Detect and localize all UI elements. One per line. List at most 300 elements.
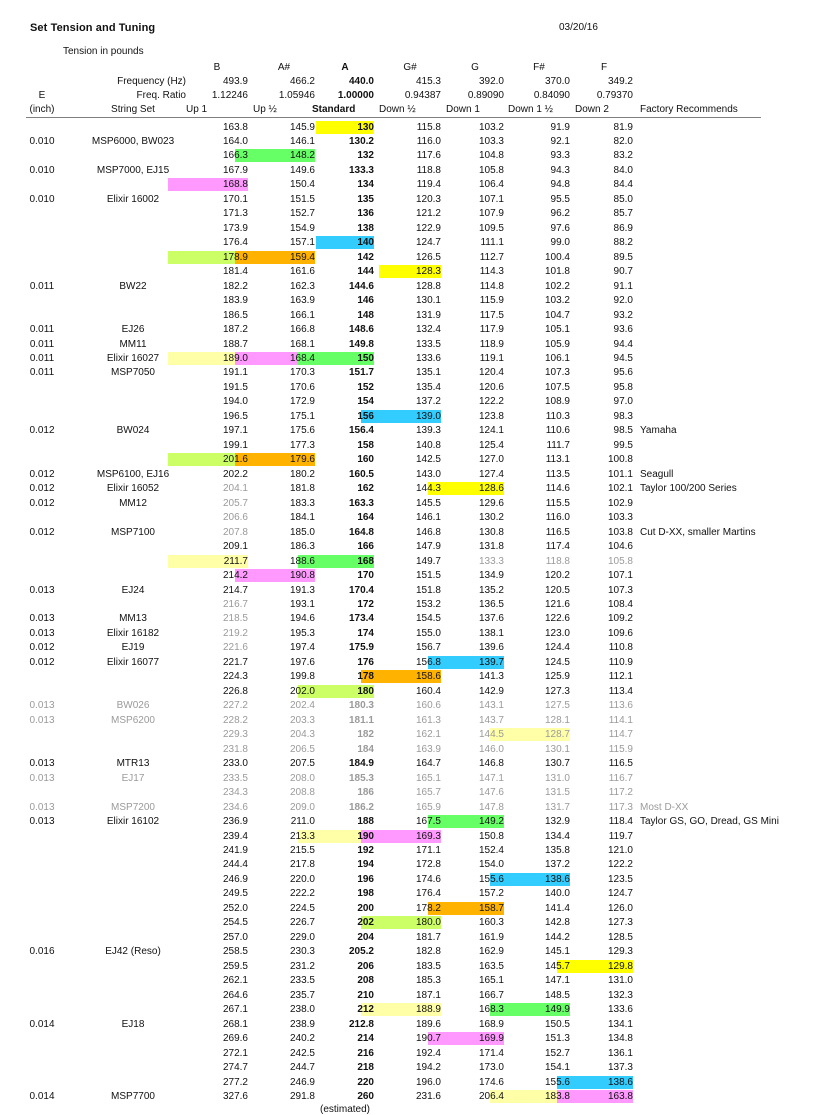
table-row[interactable] xyxy=(0,743,791,757)
cell-up1: 216.7 xyxy=(222,599,248,610)
table-row[interactable] xyxy=(0,497,791,511)
cell-std: 194 xyxy=(357,859,374,871)
cell-dnh: 143.0 xyxy=(415,468,441,480)
table-row[interactable] xyxy=(0,338,791,352)
cell-uph: 191.3 xyxy=(289,584,315,596)
cell-dnh: 151.5 xyxy=(415,570,441,582)
table-row[interactable] xyxy=(0,207,791,221)
table-row[interactable] xyxy=(0,844,791,858)
cell-uph: 238.0 xyxy=(289,1004,315,1016)
table-row[interactable] xyxy=(0,902,791,916)
cell-dn2: 103.8 xyxy=(607,526,633,538)
cell-std: 175.9 xyxy=(348,642,374,654)
cell-dn2: 131.0 xyxy=(607,975,633,987)
cell-std: 198 xyxy=(357,888,374,900)
cell-dn15: 140.0 xyxy=(544,888,570,900)
cell-dn15: 127.5 xyxy=(544,700,570,712)
table-row[interactable] xyxy=(0,945,791,959)
table-row[interactable] xyxy=(0,830,791,844)
cell-dn2: 137.3 xyxy=(607,1062,633,1074)
cell-e: 0.013 xyxy=(29,627,55,639)
cell-dnh: 126.5 xyxy=(415,251,441,263)
cell-dn2: 116.5 xyxy=(608,758,633,770)
table-row[interactable] xyxy=(0,468,791,482)
cell-dn1: 114.8 xyxy=(479,280,504,292)
cell-set: Elixir 16027 xyxy=(106,353,160,365)
table-row[interactable] xyxy=(0,974,791,988)
cell-dn2: 124.7 xyxy=(607,888,633,900)
cell-dnh: 140.8 xyxy=(415,439,441,451)
cell-dnh: 146.1 xyxy=(415,512,441,524)
cell-uph: 148.2 xyxy=(289,150,315,162)
table-row[interactable] xyxy=(0,280,791,294)
table-row[interactable] xyxy=(0,540,791,554)
cell-set: EJ42 (Reso) xyxy=(105,946,161,958)
cell-dn2: 109.6 xyxy=(607,627,633,639)
column-header-string-set: String Set xyxy=(111,104,155,115)
cell-dn15: 145.7 xyxy=(544,960,570,972)
cell-dn1: 119.1 xyxy=(479,353,504,365)
table-row[interactable] xyxy=(0,381,791,395)
table-row[interactable] xyxy=(0,627,791,641)
column-header-up1: Up 1 xyxy=(186,104,208,115)
cell-uph: 195.3 xyxy=(289,627,315,639)
table-row[interactable] xyxy=(0,309,791,323)
cell-dn15: 137.2 xyxy=(544,859,570,871)
cell-uph: 204.3 xyxy=(289,729,315,741)
document-date: 03/20/16 xyxy=(559,22,598,33)
cell-up1: 269.6 xyxy=(222,1033,248,1045)
table-row[interactable] xyxy=(0,135,791,149)
cell-up1: 221.6 xyxy=(222,642,248,654)
cell-dn1: 111.1 xyxy=(480,237,504,249)
cell-e: 0.012 xyxy=(29,656,55,668)
table-row[interactable] xyxy=(0,931,791,945)
cell-dn1: 141.3 xyxy=(478,671,504,683)
table-row[interactable] xyxy=(0,641,791,655)
table-row[interactable] xyxy=(0,265,791,279)
cell-set: MSP7100 xyxy=(111,526,155,538)
cell-set: BW024 xyxy=(116,425,150,437)
cell-dnh: 135.4 xyxy=(415,381,441,393)
cell-up1: 214.7 xyxy=(222,584,248,596)
cell-dnh: 154.5 xyxy=(415,613,441,625)
cell-dn2: 133.6 xyxy=(607,1004,633,1016)
table-row[interactable] xyxy=(0,1047,791,1061)
table-row[interactable] xyxy=(0,772,791,786)
cell-dnh: 171.1 xyxy=(415,845,441,856)
cell-dn2: 94.5 xyxy=(613,353,633,365)
cell-dnh: 190.7 xyxy=(415,1033,441,1045)
cell-uph: 188.6 xyxy=(289,555,315,567)
cell-std: 218 xyxy=(357,1062,374,1074)
cell-dn15: 110.6 xyxy=(545,425,570,437)
cell-dn15: 138.6 xyxy=(544,873,570,885)
cell-dnh: 165.7 xyxy=(415,787,441,799)
table-row[interactable] xyxy=(0,1032,791,1046)
table-row[interactable] xyxy=(0,1090,791,1104)
cell-uph: 208.0 xyxy=(289,772,315,784)
cell-uph: 203.3 xyxy=(289,714,315,726)
cell-std: 144 xyxy=(357,266,374,278)
table-row[interactable] xyxy=(0,352,791,366)
cell-dn1: 158.7 xyxy=(478,902,504,914)
cell-std: 168 xyxy=(357,555,374,567)
table-row[interactable] xyxy=(0,916,791,930)
cell-std: 210 xyxy=(357,989,374,1001)
cell-dn1: 127.0 xyxy=(478,454,504,466)
cell-dn15: 92.1 xyxy=(550,135,570,147)
cell-uph: 233.5 xyxy=(289,975,315,987)
cell-std: 176 xyxy=(357,656,374,668)
cell-uph: 230.3 xyxy=(289,946,315,958)
cell-dn1: 134.9 xyxy=(478,570,504,582)
table-row[interactable] xyxy=(0,236,791,250)
cell-uph: 179.6 xyxy=(289,454,315,466)
cell-e: 0.013 xyxy=(29,801,55,813)
table-row[interactable] xyxy=(0,757,791,771)
cell-uph: 175.6 xyxy=(289,425,315,437)
cell-dn15: 99.0 xyxy=(550,237,570,249)
column-header-standard: Standard xyxy=(312,104,356,115)
cell-up1: 228.2 xyxy=(222,714,248,726)
table-row[interactable] xyxy=(0,815,791,829)
cell-dn15: 91.9 xyxy=(550,121,570,133)
cell-dnh: 145.5 xyxy=(415,497,441,509)
cell-dnh: 163.9 xyxy=(415,743,441,755)
cell-std: 181.1 xyxy=(348,714,374,726)
note-gsharp: G# xyxy=(403,62,417,73)
cell-uph: 202.4 xyxy=(289,700,315,712)
freq-f: 349.2 xyxy=(607,76,633,87)
table-row[interactable] xyxy=(0,251,791,265)
cell-dn2: 83.2 xyxy=(613,150,633,162)
cell-dnh: 174.6 xyxy=(415,873,441,885)
cell-std: 214 xyxy=(357,1033,374,1045)
cell-uph: 215.5 xyxy=(289,845,315,856)
cell-uph: 222.2 xyxy=(289,888,315,900)
cell-e: 0.013 xyxy=(29,772,55,784)
table-row[interactable] xyxy=(0,858,791,872)
cell-std: 142 xyxy=(357,251,374,263)
cell-uph: 211.0 xyxy=(290,816,315,828)
table-row[interactable] xyxy=(0,598,791,612)
cell-set: Elixir 16102 xyxy=(106,816,160,828)
cell-dn2: 91.1 xyxy=(613,280,633,292)
table-row[interactable] xyxy=(0,1076,791,1090)
cell-std: 164 xyxy=(357,512,374,524)
cell-dn1: 133.3 xyxy=(478,555,504,567)
cell-dn15: 114.6 xyxy=(545,483,570,495)
table-row[interactable] xyxy=(0,366,791,380)
cell-uph: 151.5 xyxy=(289,193,315,205)
cell-set: MM13 xyxy=(119,613,147,625)
ratio-gsharp: 0.94387 xyxy=(404,90,441,101)
note-b: B xyxy=(213,62,221,73)
cell-dn1: 131.8 xyxy=(478,541,504,553)
cell-dn2: 99.5 xyxy=(613,439,633,451)
cell-up1: 163.8 xyxy=(222,121,248,133)
cell-dn15: 101.8 xyxy=(544,266,570,278)
column-header-factory-recommends: Factory Recommends xyxy=(640,104,738,115)
table-row[interactable] xyxy=(0,482,791,496)
cell-uph: 183.3 xyxy=(289,497,315,509)
cell-up1: 168.8 xyxy=(222,179,248,191)
cell-dnh: 161.3 xyxy=(415,714,441,726)
cell-set: MSP7700 xyxy=(111,1090,155,1102)
cell-dnh: 178.2 xyxy=(415,902,441,914)
table-row[interactable] xyxy=(0,395,791,409)
cell-dnh: 189.6 xyxy=(415,1018,441,1030)
cell-dnh: 156.7 xyxy=(415,642,441,654)
table-row[interactable] xyxy=(0,526,791,540)
cell-dn1: 138.1 xyxy=(478,627,504,639)
cell-up1: 191.5 xyxy=(222,381,248,393)
cell-dn2: 98.3 xyxy=(613,410,633,422)
cell-dn1: 161.9 xyxy=(478,931,504,943)
cell-dnh: 165.9 xyxy=(415,801,441,813)
cell-set: MSP6000, BW023 xyxy=(91,135,175,147)
table-row[interactable] xyxy=(0,164,791,178)
cell-up1: 239.4 xyxy=(222,830,248,842)
table-row[interactable] xyxy=(0,149,791,163)
ratio-fsharp: 0.84090 xyxy=(533,90,570,101)
cell-dn1: 168.9 xyxy=(478,1018,504,1030)
table-row[interactable] xyxy=(0,960,791,974)
cell-dnh: 156.8 xyxy=(415,656,441,668)
cell-e: 0.016 xyxy=(29,946,55,958)
cell-up1: 327.6 xyxy=(222,1090,248,1102)
cell-dn2: 89.5 xyxy=(613,251,633,263)
cell-dn2: 90.7 xyxy=(613,266,633,278)
cell-std: 170 xyxy=(357,570,374,582)
table-row[interactable] xyxy=(0,685,791,699)
cell-std: 151.7 xyxy=(348,367,374,379)
table-row[interactable] xyxy=(0,989,791,1003)
cell-dn15: 148.5 xyxy=(544,989,570,1001)
cell-up1: 182.2 xyxy=(222,280,248,292)
cell-dn15: 121.6 xyxy=(544,599,570,610)
cell-uph: 154.9 xyxy=(289,222,315,234)
cell-dn15: 105.1 xyxy=(544,324,570,336)
cell-uph: 242.5 xyxy=(289,1047,315,1059)
cell-dn15: 116.0 xyxy=(545,512,570,524)
cell-dnh: 160.6 xyxy=(415,700,441,712)
cell-dnh: 128.8 xyxy=(415,280,441,292)
cell-dnh: 132.4 xyxy=(415,324,441,336)
cell-dn15: 95.5 xyxy=(550,193,570,205)
cell-uph: 197.6 xyxy=(289,656,315,668)
cell-uph: 209.0 xyxy=(289,801,315,813)
table-row[interactable] xyxy=(0,178,791,192)
cell-std: 196 xyxy=(357,873,374,885)
table-row[interactable] xyxy=(0,786,791,800)
table-row[interactable] xyxy=(0,323,791,337)
table-row[interactable] xyxy=(0,714,791,728)
cell-dnh: 130.1 xyxy=(415,295,441,307)
table-row[interactable] xyxy=(0,728,791,742)
cell-std: 160.5 xyxy=(348,468,374,480)
cell-uph: 163.9 xyxy=(289,295,315,307)
cell-dnh: 137.2 xyxy=(415,396,441,408)
cell-set: MSP7200 xyxy=(111,801,155,813)
cell-up1: 246.9 xyxy=(222,873,248,885)
cell-uph: 217.8 xyxy=(289,859,315,871)
cell-std: 160 xyxy=(357,454,374,466)
cell-dn2: 112.1 xyxy=(608,671,633,683)
freq-asharp: 466.2 xyxy=(289,76,315,87)
cell-uph: 162.3 xyxy=(289,280,315,292)
cell-dn2: 122.2 xyxy=(607,859,633,871)
cell-dn1: 139.6 xyxy=(478,642,504,654)
cell-dn15: 128.7 xyxy=(544,729,570,741)
cell-dn2: 102.9 xyxy=(607,497,633,509)
cell-dn15: 115.5 xyxy=(545,497,570,509)
ratio-a: 1.00000 xyxy=(337,90,374,101)
cell-uph: 159.4 xyxy=(289,251,315,263)
cell-std: 154 xyxy=(357,396,374,408)
cell-dn15: 149.9 xyxy=(544,1004,570,1016)
table-row[interactable] xyxy=(0,670,791,684)
cell-dn2: 110.8 xyxy=(608,642,633,654)
cell-dnh: 142.5 xyxy=(415,454,441,466)
table-row[interactable] xyxy=(0,612,791,626)
cell-dn15: 144.2 xyxy=(544,931,570,943)
cell-e: 0.013 xyxy=(29,816,55,828)
cell-up1: 258.5 xyxy=(222,946,248,958)
cell-dn2: 107.1 xyxy=(607,570,633,582)
cell-dn2: 103.3 xyxy=(607,512,633,524)
table-row[interactable] xyxy=(0,699,791,713)
cell-set: Elixir 16077 xyxy=(106,656,160,668)
cell-dnh: 165.1 xyxy=(415,772,441,784)
cell-up1: 274.7 xyxy=(222,1062,248,1074)
table-row[interactable] xyxy=(0,873,791,887)
cell-uph: 157.1 xyxy=(289,237,315,249)
cell-dnh: 131.9 xyxy=(415,309,441,321)
cell-dnh: 183.5 xyxy=(415,960,441,972)
cell-uph: 181.8 xyxy=(289,483,315,495)
cell-dn1: 147.6 xyxy=(478,787,504,799)
cell-std: 188 xyxy=(357,816,374,828)
cell-dn1: 112.7 xyxy=(479,251,504,263)
cell-dn1: 166.7 xyxy=(478,989,504,1001)
cell-dn1: 142.9 xyxy=(478,685,504,697)
note-a: A xyxy=(341,62,349,73)
cell-dn1: 150.8 xyxy=(478,830,504,842)
table-row[interactable] xyxy=(0,801,791,815)
cell-up1: 173.9 xyxy=(222,222,248,234)
table-row[interactable] xyxy=(0,1018,791,1032)
cell-dn2: 95.8 xyxy=(613,381,633,393)
cell-std: 174 xyxy=(357,627,374,639)
cell-dnh: 180.0 xyxy=(415,917,441,929)
cell-dn2: 97.0 xyxy=(613,396,633,408)
cell-up1: 231.8 xyxy=(222,743,248,755)
cell-uph: 149.6 xyxy=(289,164,315,176)
cell-set: MTR13 xyxy=(116,758,150,770)
cell-std: 134 xyxy=(357,179,374,191)
cell-uph: 202.0 xyxy=(289,685,315,697)
table-row[interactable] xyxy=(0,410,791,424)
cell-std: 180.3 xyxy=(348,700,374,712)
cell-dn15: 118.8 xyxy=(545,555,570,567)
cell-e: 0.011 xyxy=(29,280,55,292)
cell-dn2: 114.7 xyxy=(608,729,633,741)
note-fsharp: F# xyxy=(533,62,545,73)
cell-std: 185.3 xyxy=(348,772,374,784)
cell-up1: 176.4 xyxy=(222,237,248,249)
cell-std: 146 xyxy=(357,295,374,307)
cell-uph: 175.1 xyxy=(289,410,315,422)
table-row[interactable] xyxy=(0,294,791,308)
cell-uph: 244.7 xyxy=(289,1062,315,1074)
cell-up1: 233.0 xyxy=(222,758,248,770)
table-row[interactable] xyxy=(0,569,791,583)
cell-dnh: 172.8 xyxy=(415,859,441,871)
cell-std: 163.3 xyxy=(348,497,374,509)
cell-dn15: 93.3 xyxy=(550,150,570,162)
cell-dn1: 154.0 xyxy=(478,859,504,871)
column-header-up-half: Up ½ xyxy=(253,104,277,115)
cell-dn1: 123.8 xyxy=(478,410,504,422)
cell-dnh: 192.4 xyxy=(415,1047,441,1059)
cell-e: 0.012 xyxy=(29,468,55,480)
table-row[interactable] xyxy=(0,656,791,670)
cell-dnh: 185.3 xyxy=(415,975,441,987)
cell-up1: 277.2 xyxy=(222,1076,248,1088)
cell-dn15: 128.1 xyxy=(544,714,570,726)
table-row[interactable] xyxy=(0,1003,791,1017)
table-row[interactable] xyxy=(0,121,791,135)
cell-uph: 206.5 xyxy=(289,743,315,755)
table-row[interactable] xyxy=(0,1061,791,1075)
cell-std: 162 xyxy=(357,483,374,495)
table-row[interactable] xyxy=(0,193,791,207)
cell-dn2: 121.0 xyxy=(607,845,633,856)
cell-up1: 218.5 xyxy=(222,613,248,625)
cell-dn1: 120.4 xyxy=(478,367,504,379)
cell-up1: 272.1 xyxy=(222,1047,248,1059)
table-row[interactable] xyxy=(0,887,791,901)
cell-dn2: 126.0 xyxy=(607,902,633,914)
cell-std: 170.4 xyxy=(348,584,374,596)
table-row[interactable] xyxy=(0,453,791,467)
cell-e: 0.014 xyxy=(29,1018,55,1030)
cell-fact: Seagull xyxy=(640,468,674,480)
cell-dnh: 146.8 xyxy=(415,526,441,538)
cell-up1: 186.5 xyxy=(222,309,248,321)
cell-std: 130 xyxy=(357,121,374,133)
table-row[interactable] xyxy=(0,424,791,438)
cell-uph: 170.3 xyxy=(289,367,315,379)
ratio-g: 0.89090 xyxy=(467,90,504,101)
table-row[interactable] xyxy=(0,584,791,598)
column-header-down2: Down 2 xyxy=(575,104,609,115)
table-row[interactable] xyxy=(0,511,791,525)
cell-dn15: 107.5 xyxy=(544,381,570,393)
table-row[interactable] xyxy=(0,439,791,453)
cell-uph: 146.1 xyxy=(289,135,315,147)
cell-up1: 171.3 xyxy=(222,208,248,220)
cell-dn2: 93.2 xyxy=(613,309,633,321)
cell-up1: 234.6 xyxy=(222,801,248,813)
cell-up1: 181.4 xyxy=(222,266,248,278)
cell-dn1: 137.6 xyxy=(478,613,504,625)
table-row[interactable] xyxy=(0,222,791,236)
cell-up1: 201.6 xyxy=(222,454,248,466)
table-row[interactable] xyxy=(0,555,791,569)
